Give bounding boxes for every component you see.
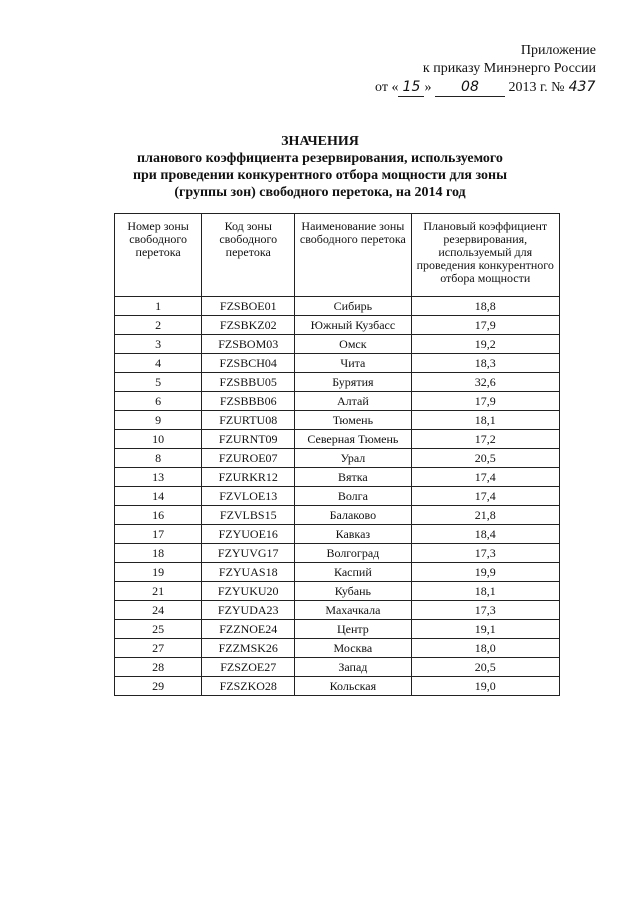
- header-zone-number: Номер зоны свободного перетока: [115, 214, 202, 297]
- cell-coefficient: 20,5: [411, 658, 559, 677]
- document-title: [0, 133, 640, 201]
- cell-coefficient: 17,4: [411, 487, 559, 506]
- cell-zone-name: Урал: [295, 449, 411, 468]
- cell-zone-number: 13: [115, 468, 202, 487]
- cell-zone-code: FZSBKZ02: [202, 316, 295, 335]
- cell-coefficient: 17,4: [411, 468, 559, 487]
- cell-coefficient: 17,9: [411, 392, 559, 411]
- cell-zone-code: FZYUAS18: [202, 563, 295, 582]
- cell-zone-code: FZSBBB06: [202, 392, 295, 411]
- table-header-row: [115, 214, 560, 297]
- cell-zone-number: 2: [115, 316, 202, 335]
- cell-coefficient: 17,3: [411, 601, 559, 620]
- table-row: [115, 354, 560, 373]
- table-row: [115, 487, 560, 506]
- table-row: [115, 373, 560, 392]
- cell-zone-name: Запад: [295, 658, 411, 677]
- cell-zone-name: Кавказ: [295, 525, 411, 544]
- cell-zone-name: Москва: [295, 639, 411, 658]
- cell-zone-name: Южный Кузбасс: [295, 316, 411, 335]
- header-zone-name: Наименование зоны свободного перетока: [295, 214, 411, 297]
- table-row: [115, 506, 560, 525]
- cell-coefficient: 20,5: [411, 449, 559, 468]
- appendix-date-line: [375, 78, 596, 97]
- cell-zone-number: 17: [115, 525, 202, 544]
- table-row: [115, 582, 560, 601]
- cell-coefficient: 18,1: [411, 582, 559, 601]
- table-row: [115, 620, 560, 639]
- cell-zone-number: 9: [115, 411, 202, 430]
- table-row: [115, 468, 560, 487]
- cell-zone-name: Вятка: [295, 468, 411, 487]
- reserve-coefficient-table: [114, 213, 560, 696]
- cell-zone-code: FZSBBU05: [202, 373, 295, 392]
- cell-zone-name: Каспий: [295, 563, 411, 582]
- cell-zone-number: 3: [115, 335, 202, 354]
- appendix-header: [375, 42, 596, 97]
- table-row: [115, 639, 560, 658]
- title-line-2: планового коэффициента резервирования, используемого: [137, 151, 503, 166]
- table-row: [115, 658, 560, 677]
- cell-zone-code: FZSBCH04: [202, 354, 295, 373]
- cell-zone-number: 19: [115, 563, 202, 582]
- header-zone-code: Код зоны свободного перетока: [202, 214, 295, 297]
- cell-zone-name: Махачкала: [295, 601, 411, 620]
- table-body: [115, 297, 560, 696]
- year-text: 2013 г. №: [508, 80, 565, 95]
- cell-zone-code: FZYUKU20: [202, 582, 295, 601]
- cell-zone-number: 29: [115, 677, 202, 696]
- table-row: [115, 430, 560, 449]
- cell-zone-number: 4: [115, 354, 202, 373]
- cell-zone-number: 6: [115, 392, 202, 411]
- cell-zone-name: Волга: [295, 487, 411, 506]
- cell-coefficient: 19,0: [411, 677, 559, 696]
- table-row: [115, 544, 560, 563]
- cell-zone-code: FZZNOE24: [202, 620, 295, 639]
- cell-coefficient: 19,1: [411, 620, 559, 639]
- cell-zone-code: FZSZOE27: [202, 658, 295, 677]
- table-row: [115, 563, 560, 582]
- cell-zone-code: FZSBOE01: [202, 297, 295, 316]
- table-row: [115, 316, 560, 335]
- cell-zone-code: FZVLBS15: [202, 506, 295, 525]
- cell-zone-number: 1: [115, 297, 202, 316]
- cell-zone-code: FZYUVG17: [202, 544, 295, 563]
- cell-zone-code: FZURNT09: [202, 430, 295, 449]
- cell-zone-code: FZSBOM03: [202, 335, 295, 354]
- cell-zone-number: 14: [115, 487, 202, 506]
- date-prefix: от «: [375, 80, 399, 95]
- table-row: [115, 677, 560, 696]
- cell-zone-code: FZYUDA23: [202, 601, 295, 620]
- cell-zone-number: 18: [115, 544, 202, 563]
- cell-coefficient: 17,2: [411, 430, 559, 449]
- appendix-label: Приложение: [520, 43, 596, 58]
- cell-zone-name: Чита: [295, 354, 411, 373]
- title-line-1: ЗНАЧЕНИЯ: [281, 134, 359, 149]
- cell-zone-number: 8: [115, 449, 202, 468]
- cell-zone-number: 5: [115, 373, 202, 392]
- cell-zone-code: FZVLOE13: [202, 487, 295, 506]
- cell-zone-name: Балаково: [295, 506, 411, 525]
- cell-coefficient: 17,3: [411, 544, 559, 563]
- table-row: [115, 335, 560, 354]
- table-row: [115, 411, 560, 430]
- handwritten-order-number: 437: [568, 79, 596, 95]
- table-row: [115, 525, 560, 544]
- cell-coefficient: 18,8: [411, 297, 559, 316]
- cell-zone-name: Кубань: [295, 582, 411, 601]
- cell-coefficient: 19,2: [411, 335, 559, 354]
- cell-zone-name: Тюмень: [295, 411, 411, 430]
- cell-coefficient: 19,9: [411, 563, 559, 582]
- title-line-4: (группы зон) свободного перетока, на 2014 год: [174, 185, 466, 200]
- cell-coefficient: 18,3: [411, 354, 559, 373]
- cell-zone-code: FZUROE07: [202, 449, 295, 468]
- cell-zone-number: 10: [115, 430, 202, 449]
- cell-zone-name: Омск: [295, 335, 411, 354]
- title-line-3: при проведении конкурентного отбора мощности для зоны: [132, 168, 508, 183]
- cell-zone-name: Кольская: [295, 677, 411, 696]
- cell-coefficient: 32,6: [411, 373, 559, 392]
- cell-coefficient: 21,8: [411, 506, 559, 525]
- cell-zone-number: 16: [115, 506, 202, 525]
- cell-zone-number: 21: [115, 582, 202, 601]
- cell-zone-number: 28: [115, 658, 202, 677]
- cell-coefficient: 18,1: [411, 411, 559, 430]
- cell-zone-name: Алтай: [295, 392, 411, 411]
- cell-zone-name: Волгоград: [295, 544, 411, 563]
- handwritten-day: 15: [398, 78, 424, 97]
- table-row: [115, 297, 560, 316]
- table-row: [115, 392, 560, 411]
- cell-coefficient: 18,0: [411, 639, 559, 658]
- cell-zone-number: 27: [115, 639, 202, 658]
- cell-zone-name: Бурятия: [295, 373, 411, 392]
- table-row: [115, 449, 560, 468]
- cell-zone-name: Сибирь: [295, 297, 411, 316]
- table-row: [115, 601, 560, 620]
- cell-zone-number: 24: [115, 601, 202, 620]
- cell-zone-number: 25: [115, 620, 202, 639]
- cell-zone-code: FZSZKO28: [202, 677, 295, 696]
- handwritten-month: 08: [435, 78, 505, 97]
- date-mid: »: [424, 80, 432, 95]
- cell-coefficient: 18,4: [411, 525, 559, 544]
- cell-zone-code: FZYUOE16: [202, 525, 295, 544]
- cell-coefficient: 17,9: [411, 316, 559, 335]
- cell-zone-name: Северная Тюмень: [295, 430, 411, 449]
- cell-zone-code: FZZMSK26: [202, 639, 295, 658]
- cell-zone-name: Центр: [295, 620, 411, 639]
- header-coefficient: Плановый коэффициент резервирования, используемый для проведения конкурентного отбора мощности: [411, 214, 559, 297]
- cell-zone-code: FZURTU08: [202, 411, 295, 430]
- cell-zone-code: FZURKR12: [202, 468, 295, 487]
- appendix-order-ref: к приказу Минэнерго России: [422, 61, 596, 76]
